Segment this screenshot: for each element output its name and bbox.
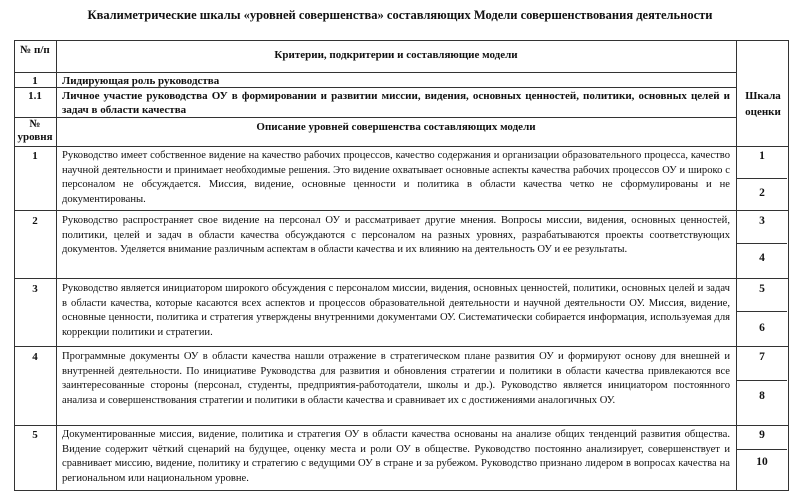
score-value: 5 bbox=[759, 283, 765, 295]
level-num: 1 bbox=[32, 150, 38, 162]
level-description: Программные документы ОУ в области качества нашли отражение в стратегическом плане развития ОУ и формируют основу для внешней и внутренней деятельности. По инициативе Руководства для развития и обновления стратегии и политики в области качества привлекаются все заинтересованные стороны (персонал, студенты, предприятия-работодатели, школы и др.). Руководство является инициатором постоянного анализа и совершенствования стратегии и политики в области качества и сравнивает их с достижениями аналогичных ОУ. bbox=[62, 351, 730, 406]
criterion-text: Лидирующая роль руководства bbox=[62, 75, 220, 87]
header-num: № п/п bbox=[20, 44, 50, 56]
level-num: 4 bbox=[32, 351, 38, 363]
level-num: 2 bbox=[32, 215, 38, 227]
score-value: 1 bbox=[759, 150, 765, 162]
subcriterion-num: 1.1 bbox=[28, 90, 42, 102]
levels-header-desc: Описание уровней совершенства составляющих модели bbox=[256, 121, 536, 133]
col-divider-1 bbox=[56, 40, 57, 491]
score-value: 4 bbox=[759, 252, 765, 264]
level-num: 5 bbox=[32, 429, 38, 441]
score-value: 7 bbox=[759, 351, 765, 363]
levels-header-num: № уровня bbox=[17, 118, 53, 143]
level-description: Руководство имеет собственное видение на качество рабочих процессов, качество содержания и организации образовательного процесса, качество научной деятельности и принимает необходимые решения. Это видение охватывает основные аспекты качества рабочих процессов ОУ и широко с персоналом не обсуждается. Миссия, видение, основные ценности и политика в области качества четко не сформулированы и не документированы. bbox=[62, 150, 730, 205]
score-value: 2 bbox=[759, 187, 765, 199]
score-value: 10 bbox=[756, 456, 768, 468]
level-description: Документированные миссия, видение, политика и стратегия ОУ в области качества основаны на анализе общих тенденций развития общества. Видение содержит чёткий сценарий на будущее, оценку места и роли ОУ в обществе. Руководство постоянно анализирует, совершенствует и сравнивает миссию, видение, политику и стратегию с ведущими ОУ в стране и за рубежом. Руководство признано лидером в вопросах качества на региональном или национальном уровне. bbox=[62, 429, 730, 484]
score-value: 6 bbox=[759, 322, 765, 334]
header-scale: Шкала оценки bbox=[745, 90, 781, 118]
criterion-num: 1 bbox=[32, 75, 38, 87]
subcriterion-text: Личное участие руководства ОУ в формировании и развитии миссии, видения, основных ценностей, политики, основных целей и задач в области качества bbox=[62, 90, 730, 116]
level-description: Руководство является инициатором широкого обсуждения с персоналом миссии, видения, основных ценностей, политики, основных целей и задач в области качества, которые касаются всех аспектов и процессов образовательной деятельности и научной деятельности ОУ. Миссия, видение, основные ценности, политика и стратегия утверждены внутренними документами ОУ. Систематически собирается информация, используемая для коррекции политики и стратегии. bbox=[62, 283, 730, 338]
page-title: Квалиметрические шкалы «уровней совершенства» составляющих Модели совершенствования деятельности bbox=[87, 8, 713, 22]
score-value: 9 bbox=[759, 429, 765, 441]
score-value: 8 bbox=[759, 390, 765, 402]
score-value: 3 bbox=[759, 215, 765, 227]
level-num: 3 bbox=[32, 283, 38, 295]
level-description: Руководство распространяет свое видение на персонал ОУ и рассматривает другие мнения. Вопросы миссии, видения, основных ценностей, политики, целей и задач в области качества обсуждаются с персоналом на разных уровнях, разрабатываются проекты соответствующих документов. Уделяется внимание различным аспектам в области качества и их влиянию на деятельность ОУ и ее результаты. bbox=[62, 215, 730, 255]
header-criteria: Критерии, подкритерии и составляющие модели bbox=[274, 49, 518, 61]
